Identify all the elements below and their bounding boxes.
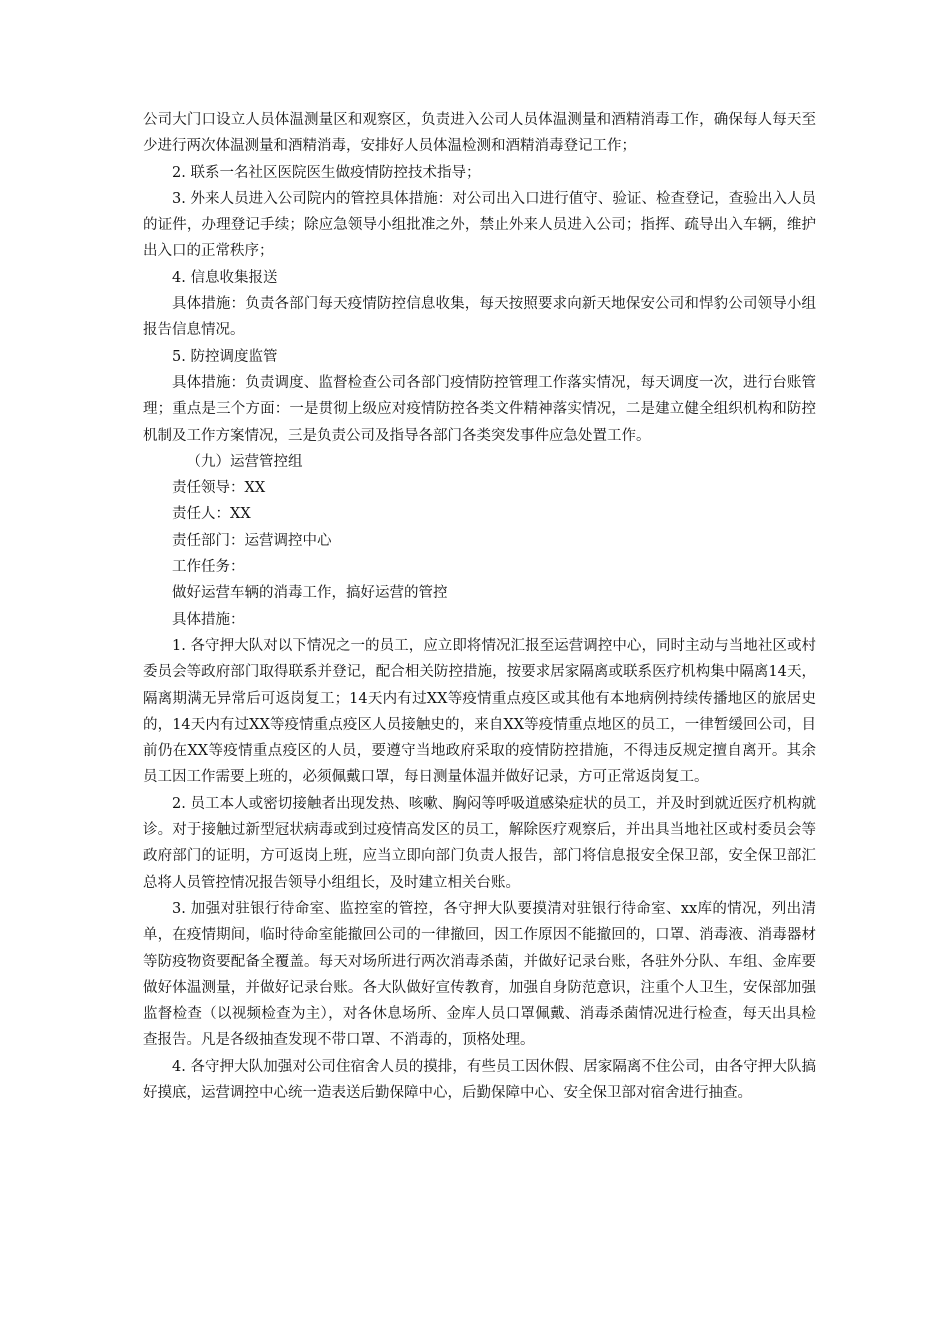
responsible-leader: 责任领导：XX <box>172 480 266 497</box>
measure-3-standby-rooms: 3. 加强对驻银行待命室、监控室的管控，各守押大队要摸清对驻银行待命室、xx库的情况，列出清单，在疫情期间，临时待命室能撤回公司的一律撤回，因工作原因不能撤回的，口罩、消毒液、消毒器材等防疫物资要配备全覆盖。每天对场所进行两次消毒杀菌，并做好记录台账，各驻外分队、车组、金库要做好体温测量，并做好记录台账。各大队做好宣传教育，加强自身防范意识，注重个人卫生，安保部加强监督检查（以视频检查为主），对各休息场所、金库人员口罩佩戴、消毒杀菌情况进行检查，每天出具检查报告。凡是各级抽查发现不带口罩、不消毒的，顶格处理。 <box>143 900 816 1049</box>
measure-2-symptoms: 2. 员工本人或密切接触者出现发热、咳嗽、胸闷等呼吸道感染症状的员工，并及时到就近医疗机构就诊。对于接触过新型冠状病毒或到过疫情高发区的员工，解除医疗观察后，并出具当地社区或村委员会等政府部门的证明，方可返岗上班，应当立即向部门负责人报告，部门将信息报安全保卫部，安全保卫部汇总将人员管控情况报告领导小组组长，及时建立相关台账。 <box>143 795 816 891</box>
document-page <box>143 107 816 1106</box>
measure-4-dormitory: 4. 各守押大队加强对公司住宿舍人员的摸排，有些员工因休假、居家隔离不住公司，由各守押大队搞好摸底，运营调控中心统一造表送后勤保障中心，后勤保障中心、安全保卫部对宿舍进行抽查。 <box>143 1058 816 1101</box>
responsible-person: 责任人：XX <box>172 506 251 523</box>
measure-1-quarantine: 1. 各守押大队对以下情况之一的员工，应立即将情况汇报至运营调控中心，同时主动与当地社区或村委员会等政府部门取得联系并登记，配合相关防控措施，按要求居家隔离或联系医疗机构集中隔离14天，隔离期满无异常后可返岗复工；14天内有过XX等疫情重点疫区或其他有本地病例持续传播地区的旅居史的，14天内有过XX等疫情重点疫区人员接触史的，来自XX等疫情重点地区的员工，一律暂缓回公司，目前仍在XX等疫情重点疫区的人员，要遵守当地政府采取的疫情防控措施，不得违反规定擅自离开。其余员工因工作需要上班的，必须佩戴口罩，每日测量体温并做好记录，方可正常返岗复工。 <box>143 637 816 786</box>
section-heading-operations-group: （九）运营管控组 <box>186 453 303 470</box>
responsible-department: 责任部门：运营调控中心 <box>172 532 332 549</box>
item-3-visitor-control: 3. 外来人员进入公司院内的管控具体措施：对公司出入口进行值守、验证、检查登记，查验出入人员的证件，办理登记手续；除应急领导小组批准之外，禁止外来人员进入公司；指挥、疏导出入车辆，维护出入口的正常秩序； <box>143 190 816 260</box>
paragraph-temperature-area: 公司大门口设立人员体温测量区和观察区，负责进入公司人员体温测量和酒精消毒工作，确保每人每天至少进行两次体温测量和酒精消毒，安排好人员体温检测和酒精消毒登记工作； <box>143 112 816 155</box>
measures-label: 具体措施： <box>172 611 245 628</box>
item-2-medical-guidance: 2. 联系一名社区医院医生做疫情防控技术指导； <box>172 164 481 181</box>
item-4-info-reporting: 4. 信息收集报送 <box>172 269 278 286</box>
item-5-measures: 具体措施：负责调度、监督检查公司各部门疫情防控管理工作落实情况，每天调度一次，进行台账管理；重点是三个方面：一是贯彻上级应对疫情防控各类文件精神落实情况，二是建立健全组织机构和防控机制及工作方案情况，三是负责公司及指导各部门各类突发事件应急处置工作。 <box>143 374 816 444</box>
item-5-dispatch-supervision: 5. 防控调度监管 <box>172 348 278 365</box>
work-tasks-text: 做好运营车辆的消毒工作，搞好运营的管控 <box>172 585 448 602</box>
item-4-measures: 具体措施：负责各部门每天疫情防控信息收集，每天按照要求向新天地保安公司和悍豹公司领导小组报告信息情况。 <box>143 296 816 339</box>
work-tasks-label: 工作任务： <box>172 559 245 576</box>
